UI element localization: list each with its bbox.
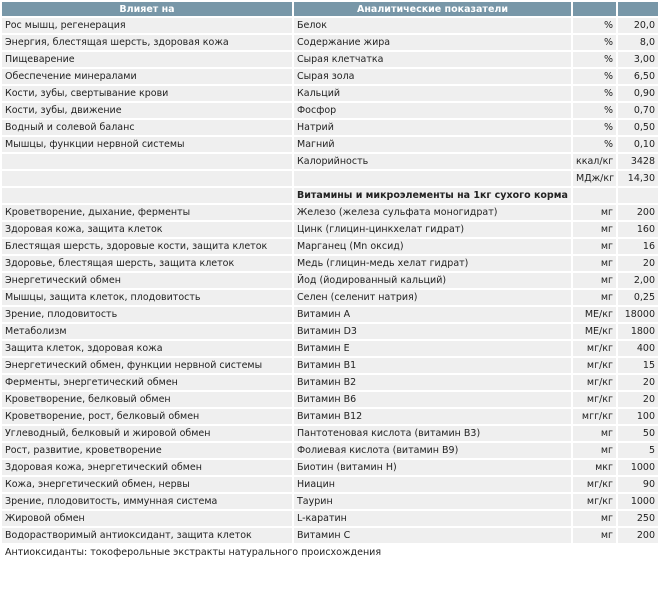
cell-effect: Энергетический обмен [2, 273, 292, 288]
cell-indicator: L-каратин [294, 511, 571, 526]
table-header-row [2, 2, 658, 16]
cell-value: 8,0 [618, 35, 658, 50]
cell-indicator: Магний [294, 137, 571, 152]
header-value [618, 2, 658, 16]
table-row [2, 103, 658, 118]
cell-effect: Ферменты, энергетический обмен [2, 375, 292, 390]
cell-value: 200 [618, 528, 658, 543]
cell-effect: Водный и солевой баланс [2, 120, 292, 135]
cell-indicator: Витамин С [294, 528, 571, 543]
table-row [2, 341, 658, 356]
table-row [2, 239, 658, 254]
cell-value: 90 [618, 477, 658, 492]
cell-value: 250 [618, 511, 658, 526]
cell-indicator: Витамин А [294, 307, 571, 322]
cell-unit: мг/кг [573, 392, 616, 407]
cell-value: 100 [618, 409, 658, 424]
table-row [2, 205, 658, 220]
footnote: Антиоксиданты: токоферольные экстракты натурального происхождения [2, 545, 658, 560]
cell-indicator: Витамин В1 [294, 358, 571, 373]
section-title: Витамины и микроэлементы на 1кг сухого корма [294, 188, 571, 203]
cell-value: 5 [618, 443, 658, 458]
section-spacer-unit [573, 188, 616, 203]
cell-unit: % [573, 120, 616, 135]
cell-indicator: Кальций [294, 86, 571, 101]
table-row [2, 443, 658, 458]
table-row [2, 358, 658, 373]
cell-unit: мгг/кг [573, 409, 616, 424]
table-row [2, 273, 658, 288]
cell-effect: Углеводный, белковый и жировой обмен [2, 426, 292, 441]
cell-effect: Жировой обмен [2, 511, 292, 526]
cell-unit: мг [573, 273, 616, 288]
cell-indicator: Йод (йодированный кальций) [294, 273, 571, 288]
cell-value: 20,0 [618, 18, 658, 33]
table-row [2, 154, 658, 169]
cell-effect: Здоровье, блестящая шерсть, защита клеток [2, 256, 292, 271]
cell-value: 1800 [618, 324, 658, 339]
cell-unit: % [573, 35, 616, 50]
table-row [2, 426, 658, 441]
table-row [2, 18, 658, 33]
table-row [2, 86, 658, 101]
cell-unit: мг [573, 528, 616, 543]
cell-effect: Энергия, блестящая шерсть, здоровая кожа [2, 35, 292, 50]
cell-indicator: Ниацин [294, 477, 571, 492]
table-row [2, 494, 658, 509]
table-row [2, 290, 658, 305]
cell-indicator: Калорийность [294, 154, 571, 169]
cell-unit: мг/кг [573, 341, 616, 356]
section-spacer-value [618, 188, 658, 203]
cell-value: 6,50 [618, 69, 658, 84]
table-row [2, 69, 658, 84]
cell-unit: % [573, 52, 616, 67]
cell-effect: Защита клеток, здоровая кожа [2, 341, 292, 356]
cell-unit: мг [573, 426, 616, 441]
cell-indicator: Витамин В2 [294, 375, 571, 390]
cell-effect: Кроветворение, дыхание, ферменты [2, 205, 292, 220]
cell-unit: мг/кг [573, 375, 616, 390]
cell-effect: Рос мышц, регенерация [2, 18, 292, 33]
cell-value: 0,25 [618, 290, 658, 305]
footnote-row [2, 545, 658, 560]
section-header [2, 188, 658, 203]
table-row [2, 511, 658, 526]
header-unit [573, 2, 616, 16]
cell-effect: Метаболизм [2, 324, 292, 339]
cell-indicator: Железо (железа сульфата моногидрат) [294, 205, 571, 220]
cell-effect: Зрение, плодовитость, иммунная система [2, 494, 292, 509]
cell-value: 0,70 [618, 103, 658, 118]
cell-value: 14,30 [618, 171, 658, 186]
cell-value: 3428 [618, 154, 658, 169]
cell-value: 2,00 [618, 273, 658, 288]
cell-value: 18000 [618, 307, 658, 322]
cell-unit: мг/кг [573, 477, 616, 492]
table-row [2, 256, 658, 271]
cell-unit: мг/кг [573, 358, 616, 373]
cell-effect: Блестящая шерсть, здоровые кости, защита клеток [2, 239, 292, 254]
cell-effect: Кости, зубы, свертывание крови [2, 86, 292, 101]
cell-unit: мг [573, 239, 616, 254]
analytics-rows [2, 18, 658, 186]
table-row [2, 120, 658, 135]
table-row [2, 375, 658, 390]
cell-indicator: Сырая зола [294, 69, 571, 84]
cell-value: 400 [618, 341, 658, 356]
cell-effect: Энергетический обмен, функции нервной системы [2, 358, 292, 373]
table-row [2, 460, 658, 475]
cell-indicator: Марганец (Мn оксид) [294, 239, 571, 254]
cell-effect: Кости, зубы, движение [2, 103, 292, 118]
cell-value: 50 [618, 426, 658, 441]
cell-unit: % [573, 103, 616, 118]
section-spacer [2, 188, 292, 203]
table-row [2, 528, 658, 543]
cell-unit: мг [573, 511, 616, 526]
cell-value: 16 [618, 239, 658, 254]
cell-effect [2, 171, 292, 186]
cell-indicator: Медь (глицин-медь хелат гидрат) [294, 256, 571, 271]
cell-unit: мг [573, 205, 616, 220]
cell-indicator: Витамин В12 [294, 409, 571, 424]
cell-effect: Мышцы, защита клеток, плодовитость [2, 290, 292, 305]
cell-effect: Кроветворение, рост, белковый обмен [2, 409, 292, 424]
table-row [2, 477, 658, 492]
table-row [2, 392, 658, 407]
cell-indicator: Натрий [294, 120, 571, 135]
cell-unit: % [573, 18, 616, 33]
header-indicator: Аналитические показатели [294, 2, 571, 16]
table-row [2, 137, 658, 152]
cell-effect: Кожа, энергетический обмен, нервы [2, 477, 292, 492]
cell-indicator: Витамин D3 [294, 324, 571, 339]
cell-value: 200 [618, 205, 658, 220]
table-row [2, 171, 658, 186]
cell-unit: мг [573, 443, 616, 458]
cell-indicator: Фосфор [294, 103, 571, 118]
header-effect: Влияет на [2, 2, 292, 16]
cell-indicator: Селен (селенит натрия) [294, 290, 571, 305]
table-row [2, 409, 658, 424]
cell-unit: % [573, 86, 616, 101]
cell-effect: Обеспечение минералами [2, 69, 292, 84]
cell-value: 3,00 [618, 52, 658, 67]
cell-value: 15 [618, 358, 658, 373]
cell-effect: Пищеварение [2, 52, 292, 67]
cell-unit: МДж/кг [573, 171, 616, 186]
cell-effect: Мышцы, функции нервной системы [2, 137, 292, 152]
cell-value: 0,50 [618, 120, 658, 135]
cell-effect: Здоровая кожа, энергетический обмен [2, 460, 292, 475]
cell-indicator: Пантотеновая кислота (витамин В3) [294, 426, 571, 441]
cell-effect: Кроветворение, белковый обмен [2, 392, 292, 407]
cell-unit: % [573, 137, 616, 152]
cell-indicator: Биотин (витамин Н) [294, 460, 571, 475]
cell-effect: Водорастворимый антиоксидант, защита клеток [2, 528, 292, 543]
cell-indicator: Содержание жира [294, 35, 571, 50]
cell-unit: ккал/кг [573, 154, 616, 169]
table-row [2, 307, 658, 322]
cell-indicator: Цинк (глицин-цинкхелат гидрат) [294, 222, 571, 237]
cell-unit: мг [573, 256, 616, 271]
cell-value: 0,10 [618, 137, 658, 152]
cell-unit: % [573, 69, 616, 84]
cell-unit: МЕ/кг [573, 324, 616, 339]
cell-unit: мг/кг [573, 494, 616, 509]
cell-value: 0,90 [618, 86, 658, 101]
section-row [2, 188, 658, 203]
cell-value: 20 [618, 256, 658, 271]
footnote-section [2, 545, 658, 560]
cell-value: 1000 [618, 460, 658, 475]
cell-value: 160 [618, 222, 658, 237]
cell-unit: мг [573, 290, 616, 305]
cell-unit: мг [573, 222, 616, 237]
vitamin-rows [2, 205, 658, 543]
cell-effect: Зрение, плодовитость [2, 307, 292, 322]
cell-indicator: Витамин В6 [294, 392, 571, 407]
table-row [2, 324, 658, 339]
cell-value: 1000 [618, 494, 658, 509]
cell-indicator: Белок [294, 18, 571, 33]
cell-effect: Рост, развитие, кроветворение [2, 443, 292, 458]
cell-indicator: Таурин [294, 494, 571, 509]
cell-unit: мкг [573, 460, 616, 475]
cell-indicator: Витамин Е [294, 341, 571, 356]
cell-indicator: Фолиевая кислота (витамин В9) [294, 443, 571, 458]
table-row [2, 52, 658, 67]
cell-indicator [294, 171, 571, 186]
table-row [2, 35, 658, 50]
cell-value: 20 [618, 375, 658, 390]
cell-effect: Здоровая кожа, защита клеток [2, 222, 292, 237]
cell-indicator: Сырая клетчатка [294, 52, 571, 67]
cell-unit: МЕ/кг [573, 307, 616, 322]
cell-effect [2, 154, 292, 169]
table-row [2, 222, 658, 237]
cell-value: 20 [618, 392, 658, 407]
